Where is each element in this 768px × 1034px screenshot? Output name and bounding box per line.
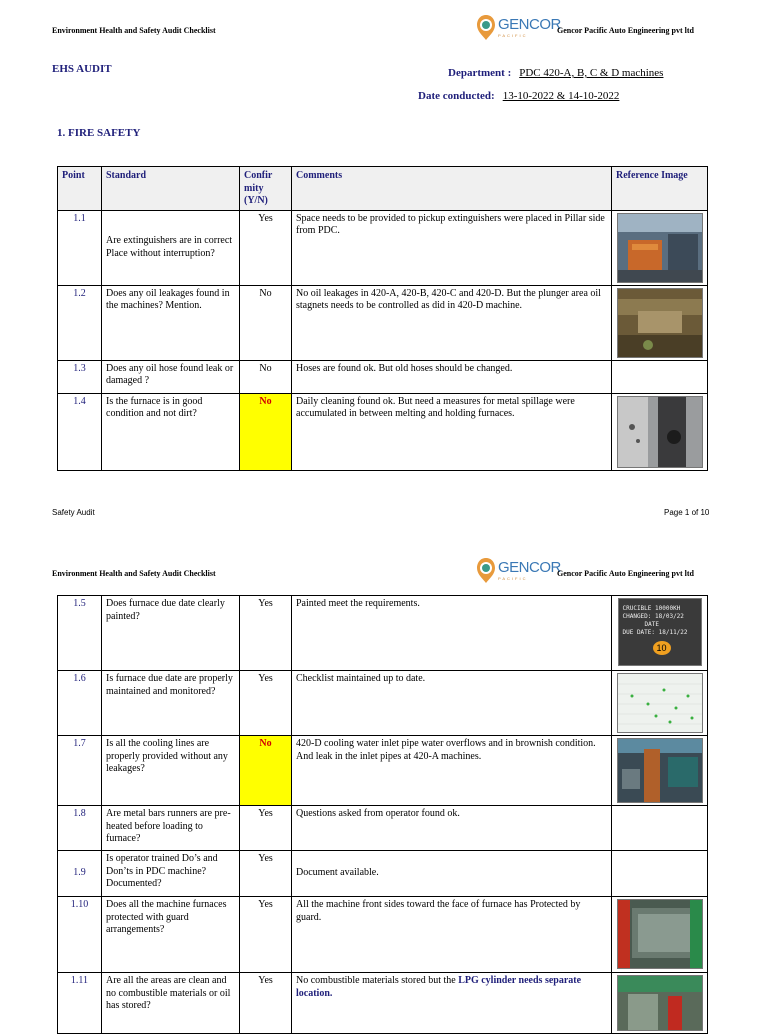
conformity-cell: Yes (240, 897, 292, 973)
reference-image-cell (612, 806, 708, 851)
conformity-cell: Yes (240, 851, 292, 897)
point-cell: 1.4 (58, 393, 102, 470)
table-row (58, 360, 708, 393)
point-cell: 1.11 (58, 973, 102, 1034)
col-header-comments: Comments (292, 167, 612, 211)
reference-image-cell (612, 596, 708, 671)
table-row (58, 736, 708, 806)
comments-cell: No oil leakages in 420-A, 420-B, 420-C and 420-D. But the plunger area oil stagnets needs to be controlled as did in 420-D machine. (292, 285, 612, 360)
department-line (448, 63, 663, 81)
comments-cell: All the machine front sides toward the face of furnace has Protected by guard. (292, 897, 612, 973)
date-line (418, 86, 619, 104)
sign-number: 10 (653, 641, 671, 655)
comment-highlight: LPG cylinder needs separate location. (296, 975, 582, 999)
page-number: Page 1 of 10 (664, 508, 710, 517)
comments-cell: Painted meet the requirements. (292, 596, 612, 671)
table-row (58, 806, 708, 851)
point-cell: 1.1 (58, 210, 102, 285)
col-header-reference-image: Reference Image (612, 167, 708, 211)
audit-title: EHS AUDIT (52, 63, 112, 75)
comments-cell: Checklist maintained up to date. (292, 671, 612, 736)
department-label: Department : (448, 67, 512, 79)
standard-cell: Is operator trained Do’s and Don’ts in PDC machine? Documented? (102, 851, 240, 897)
table-row (58, 897, 708, 973)
comments-cell: Document available. (292, 851, 612, 897)
standard-cell: Are metal bars runners are pre-heated before loading to furnace? (102, 806, 240, 851)
reference-image (617, 213, 703, 283)
conformity-cell: No (240, 285, 292, 360)
doc-title: Environment Health and Safety Audit Checklist (52, 569, 216, 578)
footer-left: Safety Audit (52, 508, 95, 517)
table-row (58, 851, 708, 897)
conformity-cell: Yes (240, 806, 292, 851)
conformity-cell: Yes (240, 973, 292, 1034)
standard-cell: Is all the cooling lines are properly provided without any leakages? (102, 736, 240, 806)
reference-image (617, 673, 703, 733)
conformity-cell: No (240, 360, 292, 393)
comments-cell: Space needs to be provided to pickup extinguishers were placed in Pillar side from PDC. (292, 210, 612, 285)
standard-cell: Does any oil leakages found in the machines? Mention. (102, 285, 240, 360)
comments-cell: Questions asked from operator found ok. (292, 806, 612, 851)
comments-cell: 420-D cooling water inlet pipe water overflows and in brownish condition. And leak in the inlet pipes at 420-A machines. (292, 736, 612, 806)
reference-image (617, 738, 703, 803)
date-value: 13-10-2022 & 14-10-2022 (502, 90, 620, 102)
col-header-standard: Standard (102, 167, 240, 211)
standard-cell: Does furnace due date clearly painted? (102, 596, 240, 671)
standard-cell: Does any oil hose found leak or damaged ? (102, 360, 240, 393)
gencor-logo-icon (474, 555, 498, 585)
standard-cell: Is furnace due date are properly maintained and monitored? (102, 671, 240, 736)
comments-cell: Daily cleaning found ok. But need a measures for metal spillage were accumulated in between melting and holding furnaces. (292, 393, 612, 470)
reference-image-cell (612, 285, 708, 360)
point-cell: 1.10 (58, 897, 102, 973)
reference-image (617, 899, 703, 969)
section-title: 1. FIRE SAFETY (57, 127, 141, 139)
reference-image-cell (612, 210, 708, 285)
conformity-cell: Yes (240, 671, 292, 736)
point-cell: 1.7 (58, 736, 102, 806)
reference-image-cell (612, 851, 708, 897)
company-logo: GENCOR PACIFIC (474, 12, 561, 42)
standard-cell: Are extinguishers are in correct Place without interruption? (102, 210, 240, 285)
doc-title: Environment Health and Safety Audit Checklist (52, 26, 216, 35)
point-cell: 1.3 (58, 360, 102, 393)
standard-cell: Is the furnace is in good condition and not dirt? (102, 393, 240, 470)
reference-image-cell (612, 393, 708, 470)
reference-image-cell (612, 671, 708, 736)
reference-image-cell (612, 736, 708, 806)
point-cell: 1.6 (58, 671, 102, 736)
table-row (58, 596, 708, 671)
table-row (58, 210, 708, 285)
conformity-cell: No (240, 736, 292, 806)
reference-image-cell (612, 973, 708, 1034)
comments-cell (292, 973, 612, 1034)
reference-image (617, 396, 703, 468)
table-row (58, 285, 708, 360)
col-header-point: Point (58, 167, 102, 211)
conformity-cell: No (240, 393, 292, 470)
table-row (58, 671, 708, 736)
standard-cell: Does all the machine furnaces protected with guard arrangements? (102, 897, 240, 973)
company-name: Gencor Pacific Auto Engineering pvt ltd (557, 26, 694, 35)
reference-image (617, 288, 703, 358)
conformity-cell: Yes (240, 596, 292, 671)
reference-image-cell (612, 897, 708, 973)
company-logo: GENCOR PACIFIC (474, 555, 561, 585)
standard-cell: Are all the areas are clean and no combustible materials or oil has stored? (102, 973, 240, 1034)
reference-image-cell (612, 360, 708, 393)
gencor-logo-icon (474, 12, 498, 42)
conformity-cell: Yes (240, 210, 292, 285)
audit-table-page1 (57, 166, 708, 471)
date-label: Date conducted: (418, 90, 495, 102)
reference-image (617, 975, 703, 1031)
point-cell: 1.8 (58, 806, 102, 851)
audit-table-page2 (57, 595, 708, 1034)
col-header-conformity: Confir mity (Y/N) (240, 167, 292, 211)
sign-line: CRUCIBLE 10000KH (622, 605, 681, 612)
sign-line: CHANGED: 18/03/22 (622, 613, 684, 620)
comments-cell: Hoses are found ok. But old hoses should be changed. (292, 360, 612, 393)
furnace-due-date-sign (618, 598, 702, 666)
point-cell: 1.2 (58, 285, 102, 360)
company-name: Gencor Pacific Auto Engineering pvt ltd (557, 569, 694, 578)
department-value: PDC 420-A, B, C & D machines (519, 67, 664, 79)
table-row (58, 393, 708, 470)
sign-line: DUE DATE: 18/11/22 (622, 629, 688, 636)
point-cell: 1.9 (58, 851, 102, 897)
sign-line: DATE (644, 621, 659, 628)
table-row (58, 973, 708, 1034)
comment-text: No combustible materials stored but the (296, 975, 459, 986)
point-cell: 1.5 (58, 596, 102, 671)
